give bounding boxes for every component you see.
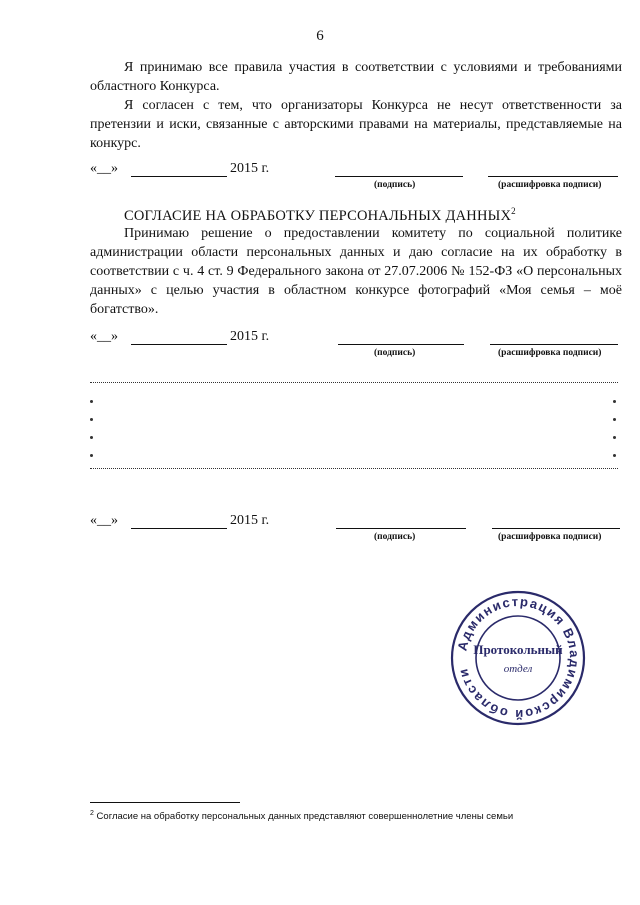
dotted-fill-area [90,376,618,472]
signature-line [335,176,463,177]
year-label: 2015 г. [230,513,270,528]
signature-line [336,528,466,529]
decoding-line [488,176,618,177]
right-dot [613,436,616,439]
footnote-text: Согласие на обработку персональных данных представляют совершеннолетние члены семьи [96,811,514,823]
signature-caption: (подпись) [374,348,416,358]
date-quote: «__» [90,513,118,528]
decoding-caption: (расшифровка подписи) [498,180,602,190]
consent-heading [90,206,622,225]
page-number: 6 [316,28,324,44]
signature-row-3 [90,513,620,543]
svg-text:Администрация Владимирской обл [454,594,582,722]
rules-acceptance-paragraph: Я принимаю все правила участия в соответствии с условиями и требованиями областного Конкурса. [90,60,622,94]
footnote-mark: 2 [90,810,94,817]
official-stamp [448,588,588,728]
date-quote: «__» [90,161,118,176]
signature-row-2 [90,329,620,359]
decoding-caption: (расшифровка подписи) [498,348,602,358]
right-dot [613,400,616,403]
date-line [131,344,227,345]
date-quote: «__» [90,329,118,344]
left-dot [90,418,93,421]
stamp-seal-graphic [448,588,588,728]
date-line [131,176,227,177]
signature-caption: (подпись) [374,180,416,190]
right-dot [613,418,616,421]
left-dot [90,400,93,403]
decoding-line [492,528,620,529]
footnote [90,810,610,822]
consent-paragraph: Принимаю решение о предоставлении комитету по социальной политике администрации области персональных данных и даю согласие на их обработку в соответствии с ч. 4 ст. 9 Федерального закона от 27.07.2006 № 152-ФЗ «О персональных данных» с целью участия в областном конкурсе фотографий «Моя семья – моё богатство». [90,226,622,317]
left-dot [90,454,93,457]
decoding-caption: (расшифровка подписи) [498,532,602,542]
right-dot [613,454,616,457]
dotted-line-bottom [90,468,618,469]
consent-heading-text: СОГЛАСИЕ НА ОБРАБОТКУ ПЕРСОНАЛЬНЫХ ДАННЫХ [124,207,512,224]
footnote-separator [90,802,240,803]
left-dot [90,436,93,439]
year-label: 2015 г. [230,329,270,344]
signature-caption: (подпись) [374,532,416,542]
signature-line [338,344,464,345]
signature-row-1 [90,161,620,191]
decoding-line [490,344,618,345]
dotted-line-top [90,382,618,383]
stamp-ring-text: Администрация Владимирской области [454,593,583,723]
stamp-center-line2: отдел [503,663,533,675]
footnote-ref: 2 [511,206,516,216]
date-line [131,528,227,529]
stamp-center-line1: Протокольный [473,642,563,657]
copyright-disclaimer-paragraph: Я согласен с тем, что организаторы Конкурса не несут ответственности за претензии и иски, связанные с авторскими правами на материалы, представляемые на конкурс. [90,98,622,151]
year-label: 2015 г. [230,161,270,176]
